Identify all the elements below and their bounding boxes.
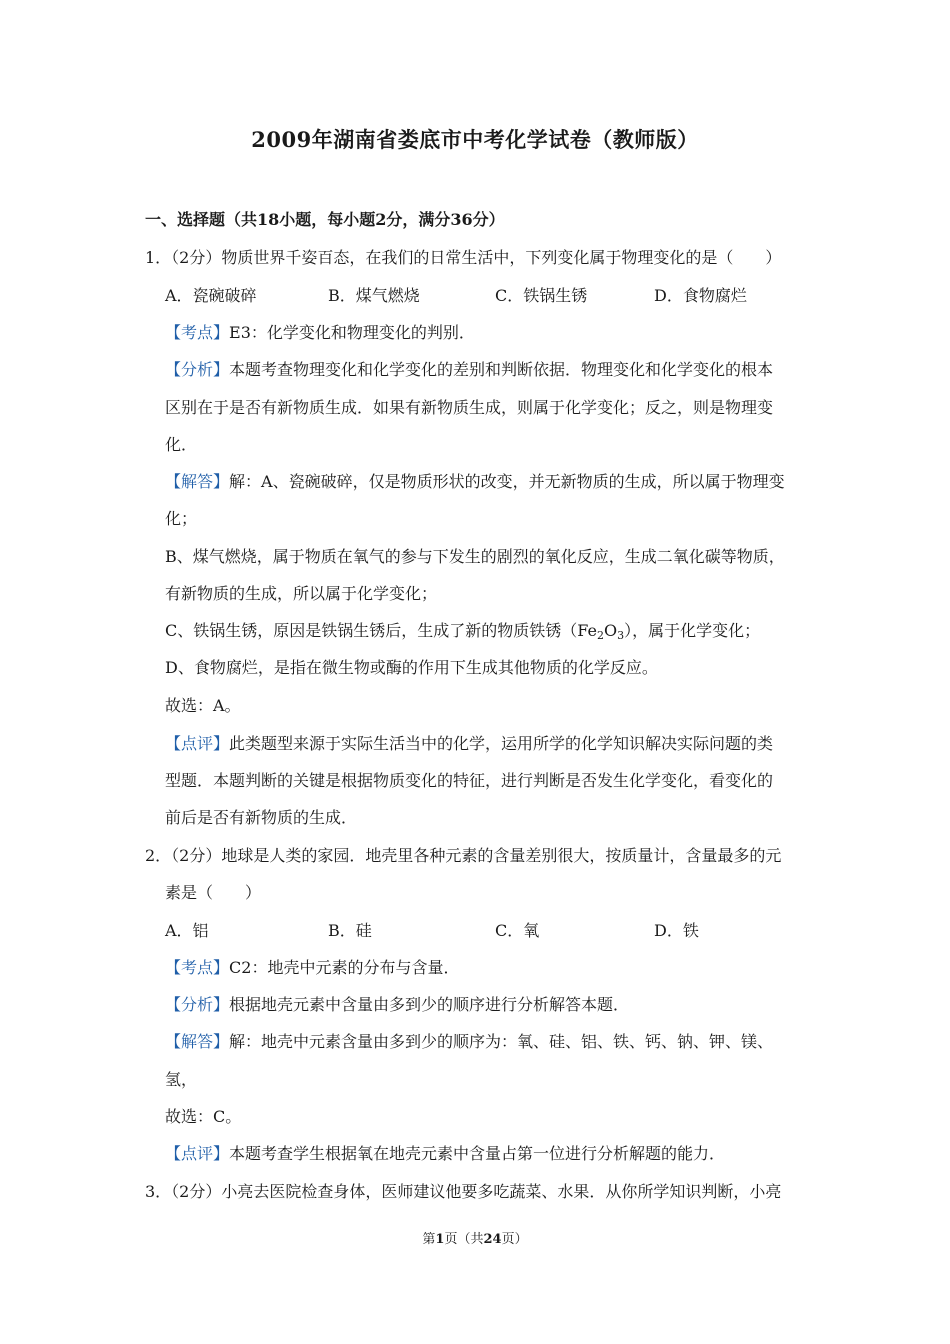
q1-jieda-line-7: 故选：A。	[165, 696, 241, 715]
q2-fenxi-text: 根据地壳元素中含量由多到少的顺序进行分析解答本题．	[229, 995, 630, 1014]
q1-dianping-line-3: 前后是否有新物质的生成．	[165, 808, 358, 827]
q1-dianping-line-2: 型题．本题判断的关键是根据物质变化的特征，进行判断是否发生化学变化，看变化的	[165, 771, 774, 790]
q1-jieda-line-1: 解：A、瓷碗破碎，仅是物质形状的改变，并无新物质的生成，所以属于物理变	[229, 472, 785, 491]
q1-kaodian-text: E3：化学变化和物理变化的判别．	[229, 323, 475, 342]
footer-page-number: 1	[435, 1232, 445, 1247]
subscript-3: 3	[617, 629, 625, 642]
q1-option-a: A．瓷碗破碎	[165, 286, 257, 305]
q2-dianping-text: 本题考查学生根据氧在地壳元素中含量占第一位进行分析解题的能力．	[229, 1144, 726, 1163]
q1-fenxi-line-3: 化．	[165, 435, 198, 454]
question-3-stem-line-1: 3．（2分）小亮去医院检查身体，医师建议他要多吃蔬菜、水果．从你所学知识判断，小亮	[145, 1182, 782, 1201]
section-heading: 一、选择题（共18小题，每小题2分，满分36分）	[145, 210, 505, 229]
q1-jieda-line-5	[165, 620, 760, 642]
page-footer	[0, 1228, 950, 1247]
q1-option-d: D．食物腐烂	[654, 286, 747, 305]
kaodian-tag: 【考点】	[165, 323, 230, 342]
q1-dianping-line-1: 此类题型来源于实际生活当中的化学，运用所学的化学知识解决实际问题的类	[229, 734, 774, 753]
q1-jieda-line-5-post: ），属于化学变化；	[624, 621, 761, 640]
q2-dianping	[165, 1143, 725, 1165]
q1-fenxi-line-1: 本题考查物理变化和化学变化的差别和判断依据．物理变化和化学变化的根本	[229, 360, 774, 379]
q1-jieda	[165, 471, 785, 493]
fenxi-tag: 【分析】	[165, 995, 230, 1014]
footer-total-pages: 24	[483, 1232, 502, 1247]
page-title: 2009年湖南省娄底市中考化学试卷（教师版）	[251, 127, 699, 152]
jieda-tag: 【解答】	[165, 1032, 230, 1051]
footer-pre: 第	[422, 1232, 436, 1247]
q1-fenxi	[165, 359, 773, 381]
q1-jieda-line-6: D、食物腐烂，是指在微生物或酶的作用下生成其他物质的化学反应。	[165, 658, 658, 677]
q2-option-c: C．氧	[495, 921, 540, 940]
kaodian-tag: 【考点】	[165, 958, 230, 977]
q2-jieda-line-1: 解：地壳中元素含量由多到少的顺序为：氧、硅、铝、铁、钙、钠、钾、镁、	[229, 1032, 774, 1051]
q1-jieda-line-4: 有新物质的生成，所以属于化学变化；	[165, 584, 438, 603]
q1-kaodian	[165, 322, 475, 344]
q2-kaodian-text: C2：地壳中元素的分布与含量．	[229, 958, 460, 977]
jieda-tag: 【解答】	[165, 472, 230, 491]
question-2-stem-line-1: 2．（2分）地球是人类的家园．地壳里各种元素的含量差别很大，按质量计，含量最多的元	[145, 846, 782, 865]
dianping-tag: 【点评】	[165, 1144, 230, 1163]
question-1-stem: 1．（2分）物质世界千姿百态，在我们的日常生活中，下列变化属于物理变化的是（ ）	[145, 248, 782, 267]
q1-dianping	[165, 733, 773, 755]
q2-jieda-line-3: 故选：C。	[165, 1107, 242, 1126]
subscript-2: 2	[596, 629, 604, 642]
q2-option-a: A．铝	[165, 921, 209, 940]
q1-option-c: C．铁锅生锈	[495, 286, 588, 305]
footer-post: 页）	[501, 1232, 528, 1247]
q1-jieda-line-5-pre: C、铁锅生锈，原因是铁锅生锈后，生成了新的物质铁锈（Fe	[165, 621, 597, 640]
q2-kaodian	[165, 957, 459, 979]
q1-jieda-line-5-mid: O	[603, 621, 618, 640]
dianping-tag: 【点评】	[165, 734, 230, 753]
fenxi-tag: 【分析】	[165, 360, 230, 379]
q1-fenxi-line-2: 区别在于是否有新物质生成．如果有新物质生成，则属于化学变化；反之，则是物理变	[165, 398, 774, 417]
q2-jieda-line-2: 氢，	[165, 1070, 198, 1089]
q2-fenxi	[165, 994, 629, 1016]
q1-jieda-line-3: B、煤气燃烧，属于物质在氧气的参与下发生的剧烈的氧化反应，生成二氧化碳等物质，	[165, 547, 785, 566]
q2-option-b: B．硅	[328, 921, 372, 940]
q1-option-b: B．煤气燃烧	[328, 286, 420, 305]
q2-jieda	[165, 1031, 773, 1053]
q1-jieda-line-2: 化；	[165, 509, 198, 528]
q2-option-d: D．铁	[654, 921, 699, 940]
question-2-stem-line-2: 素是（ ）	[165, 883, 262, 902]
footer-mid: 页（共	[444, 1232, 484, 1247]
